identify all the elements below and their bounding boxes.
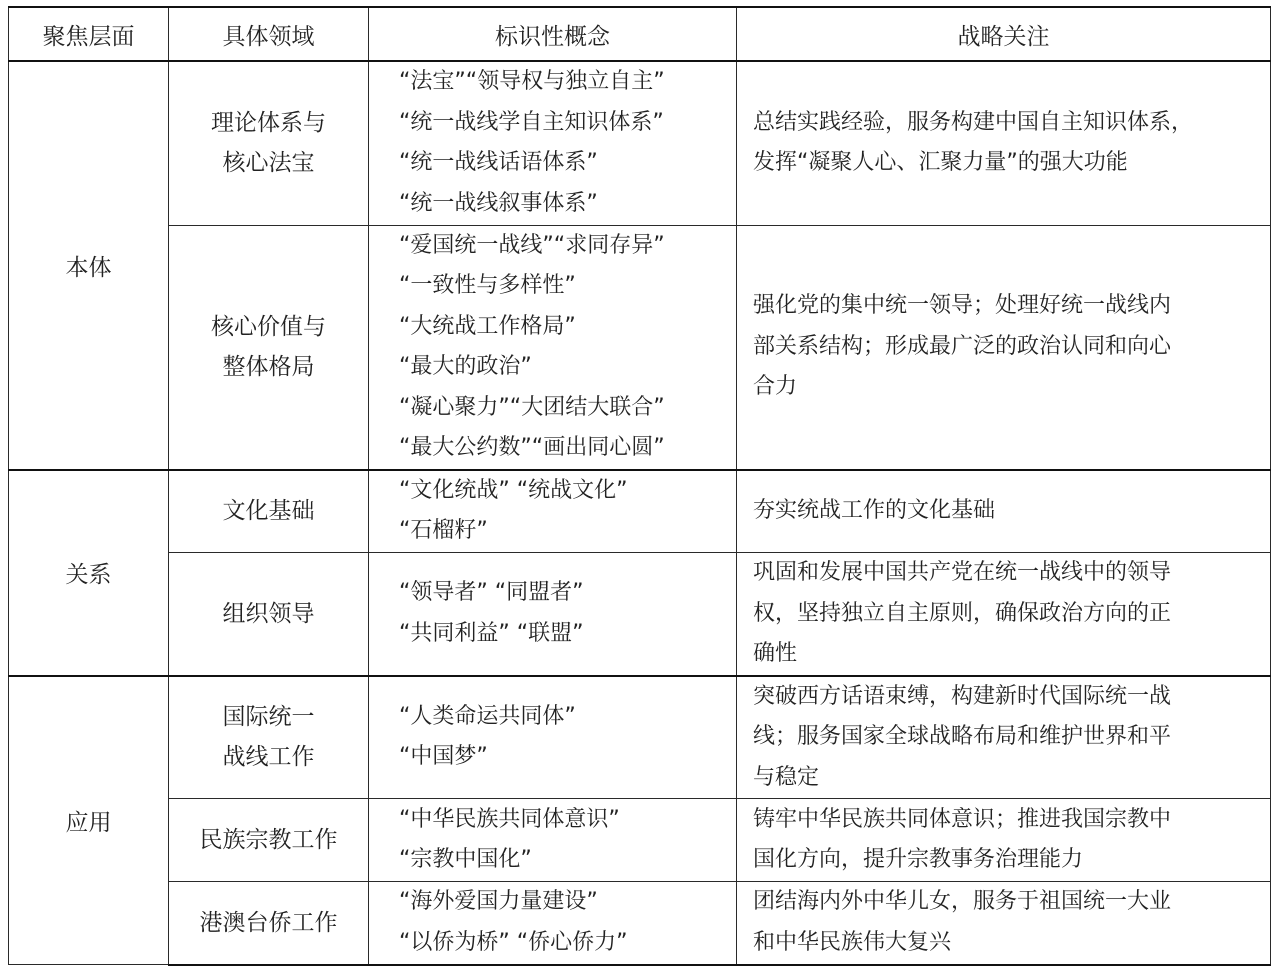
- concept-line: “凝心聚力”“大团结大联合”: [399, 394, 665, 420]
- focus-line: 夯实统战工作的文化基础: [753, 498, 996, 523]
- focus-cell: [737, 225, 1271, 470]
- domain-cell: [169, 676, 369, 799]
- concept-line: “最大公约数”“画出同心圆”: [399, 435, 665, 460]
- concept-cell: [369, 799, 737, 882]
- focus-line: 确性: [753, 641, 798, 666]
- focus-line: 强化党的集中统一领导；处理好统一战线内: [753, 293, 1172, 319]
- concept-line: “最大的政治”: [399, 354, 532, 379]
- table-row: [9, 553, 1271, 676]
- domain-cell: [169, 882, 369, 965]
- concept-line: “石榴籽”: [399, 518, 488, 544]
- focus-cell: [737, 470, 1271, 553]
- concept-cell: [369, 61, 737, 225]
- level-cell: 应用: [9, 676, 169, 965]
- domain-line: 组织领导: [222, 600, 315, 627]
- focus-line: 线；服务国家全球战略布局和维护世界和平: [753, 724, 1172, 749]
- table-row: [9, 882, 1271, 965]
- focus-line: 国化方向，提升宗教事务治理能力: [753, 847, 1084, 872]
- level-cell: 本体: [9, 61, 169, 470]
- concept-line: “宗教中国化”: [399, 847, 532, 872]
- focus-line: 总结实践经验，服务构建中国自主知识体系，: [753, 109, 1194, 135]
- concept-line: “爱国统一战线”“求同存异”: [399, 232, 665, 258]
- level-cell: 关系: [9, 470, 169, 676]
- focus-line: 突破西方话语束缚，构建新时代国际统一战: [753, 683, 1172, 709]
- concept-line: “统一战线叙事体系”: [399, 190, 598, 216]
- domain-cell: [169, 799, 369, 882]
- domain-line: 国际统一: [222, 704, 315, 731]
- domain-line: 核心法宝: [222, 150, 315, 177]
- concept-cell: [369, 676, 737, 799]
- domain-line: 港澳台侨工作: [199, 909, 338, 936]
- domain-line: 文化基础: [222, 498, 315, 525]
- concept-line: “一致性与多样性”: [399, 273, 576, 298]
- concept-line: “以侨为桥” “侨心侨力”: [399, 929, 628, 955]
- header-row: [9, 7, 1271, 61]
- concept-cell: [369, 470, 737, 553]
- domain-line: 整体格局: [222, 354, 315, 380]
- focus-cell: [737, 676, 1271, 799]
- focus-cell: [737, 61, 1271, 225]
- domain-cell: [169, 225, 369, 470]
- focus-line: 和中华民族伟大复兴: [753, 929, 952, 955]
- table-row: [9, 225, 1271, 470]
- focus-line: 与稳定: [753, 764, 820, 790]
- strategy-table: [8, 6, 1271, 966]
- focus-line: 合力: [753, 374, 798, 400]
- focus-cell: [737, 882, 1271, 965]
- focus-line: 发挥“凝聚人心、汇聚力量”的强大功能: [753, 150, 1128, 176]
- table-row: [9, 799, 1271, 882]
- concept-cell: [369, 882, 737, 965]
- domain-line: 民族宗教工作: [199, 827, 338, 853]
- concept-line: “中国梦”: [399, 744, 488, 770]
- concept-line: “人类命运共同体”: [399, 703, 576, 729]
- domain-line: 战线工作: [222, 744, 315, 771]
- table-row: [9, 676, 1271, 799]
- concept-line: “领导者” “同盟者”: [399, 580, 584, 606]
- concept-cell: [369, 225, 737, 470]
- header-concepts: 标识性概念: [369, 7, 737, 61]
- concept-cell: [369, 553, 737, 676]
- header-focus: 战略关注: [737, 7, 1271, 61]
- concept-line: “统一战线学自主知识体系”: [399, 109, 664, 135]
- domain-cell: [169, 553, 369, 676]
- header-domain: 具体领域: [169, 7, 369, 61]
- concept-line: “文化统战” “统战文化”: [399, 477, 628, 503]
- table-row: [9, 470, 1271, 553]
- concept-line: “中华民族共同体意识”: [399, 806, 620, 832]
- domain-cell: [169, 470, 369, 553]
- focus-line: 团结海内外中华儿女，服务于祖国统一大业: [753, 889, 1172, 915]
- concept-line: “统一战线话语体系”: [399, 150, 598, 176]
- focus-line: 部关系结构；形成最广泛的政治认同和向心: [753, 333, 1172, 359]
- concept-line: “法宝”“领导权与独立自主”: [399, 69, 665, 95]
- focus-line: 铸牢中华民族共同体意识；推进我国宗教中: [753, 806, 1172, 832]
- focus-cell: [737, 799, 1271, 882]
- table-row: [9, 61, 1271, 225]
- header-level: 聚焦层面: [9, 7, 169, 61]
- domain-line: 核心价值与: [211, 314, 326, 340]
- concept-line: “海外爱国力量建设”: [399, 889, 598, 915]
- domain-cell: [169, 61, 369, 225]
- concept-line: “大统战工作格局”: [399, 313, 576, 339]
- concept-line: “共同利益” “联盟”: [399, 620, 584, 646]
- domain-line: 理论体系与: [211, 110, 326, 137]
- focus-line: 权，坚持独立自主原则，确保政治方向的正: [753, 600, 1172, 626]
- focus-line: 巩固和发展中国共产党在统一战线中的领导: [753, 560, 1172, 585]
- focus-cell: [737, 553, 1271, 676]
